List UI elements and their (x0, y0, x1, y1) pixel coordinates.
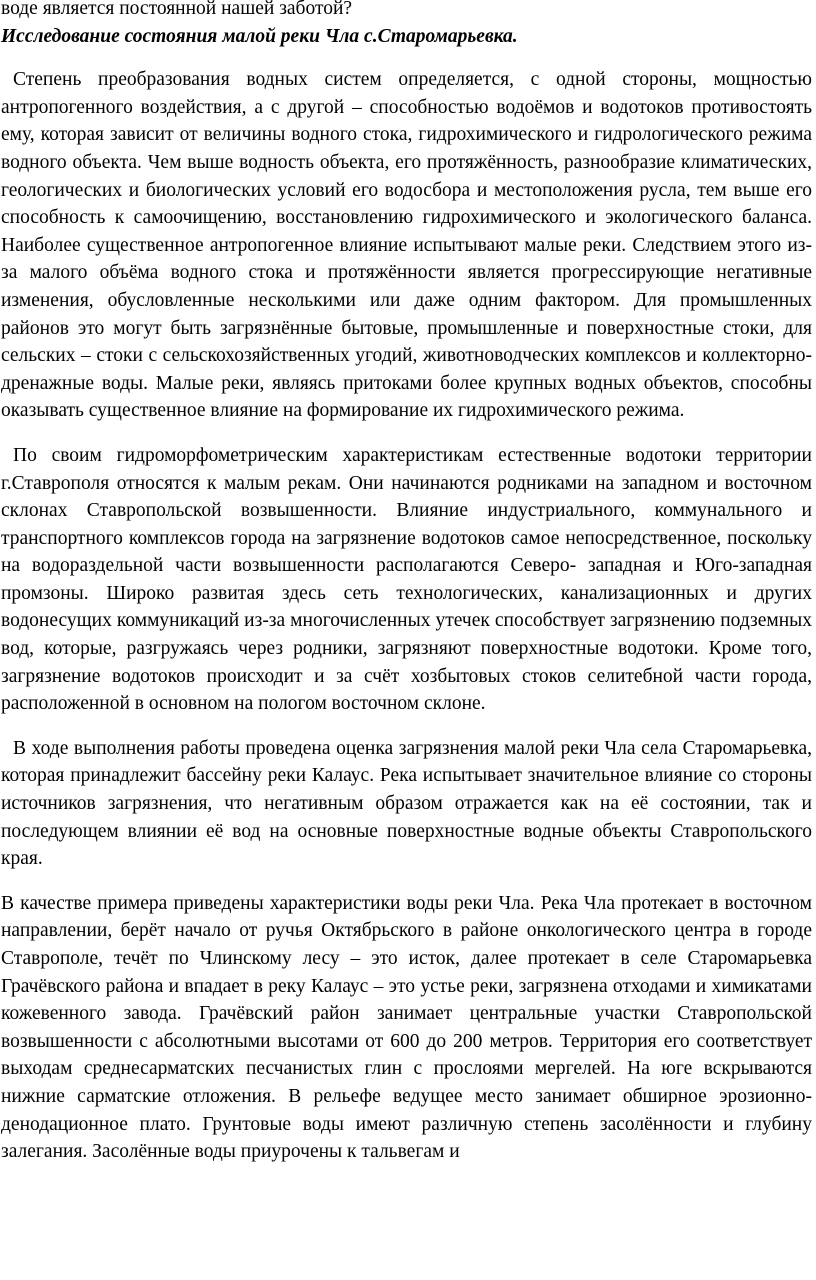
paragraph-anthropogenic-impact: Степень преобразования водных систем определяется, с одной стороны, мощностью антропогенного воздействия, а с другой – способностью водоёмов и водотоков противостоять ему, которая зависит от величины водного стока, гидрохимического и гидрологического режима водного объекта. Чем выше водность объекта, его протяжённость, разнообразие климатических, геологических и биологических условий его водосбора и местоположения русла, тем выше его способность к самоочищению, восстановлению гидрохимического и экологического баланса. Наиболее существенное антропогенное влияние испытывают малые реки. Следствием этого из-за малого объёма водного стока и протяжённости является прогрессирующие негативные изменения, обусловленные несколькими или даже одним фактором. Для промышленных районов это могут быть загрязнённые бытовые, промышленные и поверхностные стоки, для сельских – стоки с сельскохозяйственных угодий, животноводческих комплексов и коллекторно-дренажные воды. Малые реки, являясь притоками более крупных водных объектов, способны оказывать существенное влияние на формирование их гидрохимического режима. (1, 69, 812, 422)
previous-question-line: воде является постоянной нашей заботой? (1, 0, 353, 19)
paragraph-stavropol-watercourses: По своим гидроморфометрическим характеристикам естественные водотоки территории г.Ставрополя относятся к малым рекам. Они начинаются родниками на западном и восточном склонах Ставропольской возвышенности. Влияние индустриального, коммунального и транспортного комплексов города на загрязнение водотоков самое непосредственное, поскольку на водораздельной части возвышенности располагаются Северо- западная и Юго-западная промзоны. Широко развитая здесь сеть технологических, канализационных и других водонесущих коммуникаций из-за многочисленных утечек способствует загрязнению подземных вод, которые, разгружаясь через родники, загрязняют поверхностные водотоки. Кроме того, загрязнение водотоков происходит и за счёт хозбытовых стоков селитебной части города, расположенной в основном на пологом восточном склоне. (1, 444, 812, 715)
paragraph-chla-assessment: В ходе выполнения работы проведена оценка загрязнения малой реки Чла села Старомарьевка, которая принадлежит бассейну реки Калаус. Река испытывает значительное влияние со стороны источников загрязнения, что негативным образом отражается как на её состоянии, так и последующем влиянии её вод на основные поверхностные водные объекты Ставропольского края. (1, 737, 812, 870)
paragraph-chla-characteristics: В качестве примера приведены характеристики воды реки Чла. Река Чла протекает в восточном направлении, берёт начало от ручья Октябрьского в районе онкологического центра в городе Ставрополе, течёт по Члинскому лесу – это исток, далее протекает в селе Старомарьевка Грачёвского района и впадает в реку Калаус – это устье реки, загрязнена отходами и химикатами кожевенного завода. Грачёвский район занимает центральные участки Ставропольской возвышенности с абсолютными высотами от 600 до 200 метров. Территория его соответствует выходам среднесарматских песчанистых глин с прослоями мергелей. На юге вскрываются нижние сарматские отложения. В рельефе ведущее место занимает обширное эрозионно- денодационное плато. Грунтовые воды имеют различную степень засолённости и глубину залегания. Засолённые воды приурочены к тальвегам и (1, 892, 812, 1163)
section-title: Исследование состояния малой реки Чла с.Старомарьевка. (1, 25, 518, 47)
